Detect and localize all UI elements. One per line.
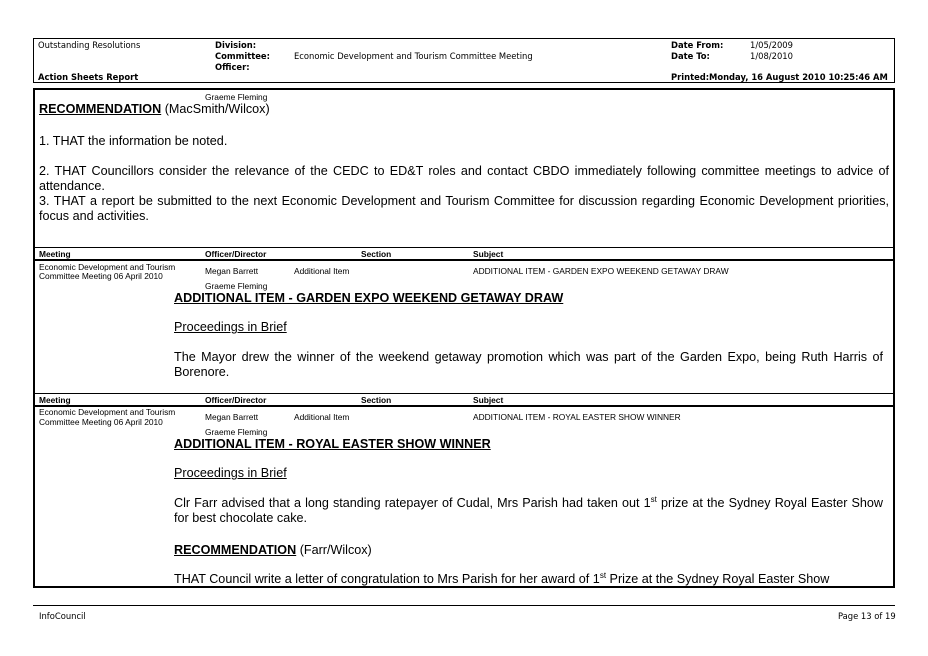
printed-label: Printed: <box>671 72 710 82</box>
proceedings-heading: Proceedings in Brief <box>174 466 287 480</box>
meeting-name: Economic Development and Tourism <box>39 407 176 417</box>
proceedings-body: The Mayor drew the winner of the weekend getaway promotion which was part of the Garden Expo, being Ruth Harris of Borenore. <box>174 350 883 379</box>
footer-rule <box>33 605 895 606</box>
column-meeting: Meeting <box>39 249 71 259</box>
proceedings-text: prize at the Sydney Royal Easter Show for best chocolate cake. <box>174 496 883 525</box>
resolution-item-3: 3. THAT a report be submitted to the next Economic Development and Tourism Committee for discussion regarding Economic Development priorities, focus and activities. <box>39 194 889 223</box>
column-subject: Subject <box>473 395 504 405</box>
recommendation-text: Prize at the Sydney Royal Easter Show <box>606 572 830 586</box>
divider <box>35 393 893 394</box>
recommendation-movers: (Farr/Wilcox) <box>296 543 372 557</box>
officer-name: Graeme Fleming <box>205 281 268 291</box>
recommendation-body <box>174 572 883 587</box>
item-title: ADDITIONAL ITEM - ROYAL EASTER SHOW WINNER <box>174 437 491 451</box>
recommendation-label: RECOMMENDATION <box>174 543 297 557</box>
column-subject: Subject <box>473 249 504 259</box>
divider <box>35 247 893 248</box>
header-left-title: Outstanding Resolutions <box>38 40 141 50</box>
column-section: Section <box>361 249 392 259</box>
officer-name: Megan Barrett <box>205 412 259 422</box>
officer-label: Officer: <box>215 62 250 72</box>
committee-label: Committee: <box>215 51 270 61</box>
date-to-value: 1/08/2010 <box>750 51 793 61</box>
column-meeting: Meeting <box>39 395 71 405</box>
column-section: Section <box>361 395 392 405</box>
officer-name: Graeme Fleming <box>205 92 268 102</box>
meeting-date: Committee Meeting 06 April 2010 <box>39 271 163 281</box>
committee-value: Economic Development and Tourism Committee Meeting <box>294 51 533 61</box>
subject-value: ADDITIONAL ITEM - GARDEN EXPO WEEKEND GETAWAY DRAW <box>473 266 729 276</box>
proceedings-heading: Proceedings in Brief <box>174 320 287 334</box>
recommendation-heading <box>39 102 270 116</box>
section-value: Additional Item <box>294 412 350 422</box>
division-label: Division: <box>215 40 257 50</box>
resolution-item-2: 2. THAT Councillors consider the relevance of the CEDC to ED&T roles and contact CBDO immediately following committee meetings to advice of attendance. <box>39 164 889 193</box>
page-number: Page 13 of 19 <box>838 611 896 621</box>
proceedings-text: Clr Farr advised that a long standing ratepayer of Cudal, Mrs Parish had taken out 1 <box>174 496 651 510</box>
officer-name: Megan Barrett <box>205 266 259 276</box>
date-to-label: Date To: <box>671 51 710 61</box>
section-value: Additional Item <box>294 266 350 276</box>
recommendation-movers: (MacSmith/Wilcox) <box>161 102 270 116</box>
column-officer: Officer/Director <box>205 395 267 405</box>
ordinal-suffix: st <box>599 570 607 580</box>
recommendation-text: THAT Council write a letter of congratulation to Mrs Parish for her award of 1 <box>174 572 600 586</box>
divider <box>35 259 893 261</box>
ordinal-suffix: st <box>650 494 657 504</box>
date-from-value: 1/05/2009 <box>750 40 793 50</box>
date-from-label: Date From: <box>671 40 724 50</box>
item-title: ADDITIONAL ITEM - GARDEN EXPO WEEKEND GETAWAY DRAW <box>174 291 564 305</box>
recommendation-label: RECOMMENDATION <box>39 102 162 116</box>
subject-value: ADDITIONAL ITEM - ROYAL EASTER SHOW WINNER <box>473 412 681 422</box>
officer-name: Graeme Fleming <box>205 427 268 437</box>
proceedings-body <box>174 496 883 526</box>
column-officer: Officer/Director <box>205 249 267 259</box>
footer-brand: InfoCouncil <box>39 611 86 621</box>
recommendation-heading <box>174 543 372 557</box>
printed-value: Monday, 16 August 2010 10:25:46 AM <box>709 72 888 82</box>
meeting-date: Committee Meeting 06 April 2010 <box>39 417 163 427</box>
meeting-name: Economic Development and Tourism <box>39 262 176 272</box>
resolution-item-1: 1. THAT the information be noted. <box>39 134 228 148</box>
header-report-title: Action Sheets Report <box>38 72 139 82</box>
